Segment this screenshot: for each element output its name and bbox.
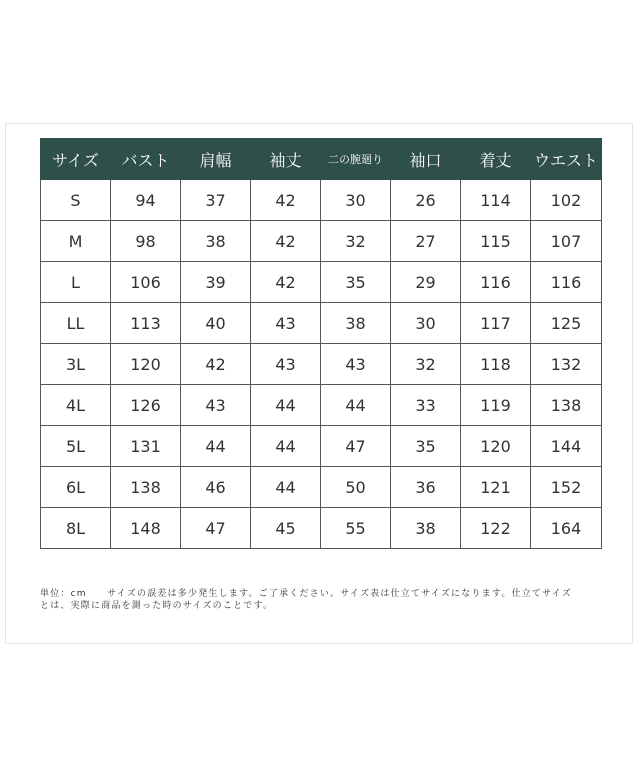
cell-waist: 144 bbox=[531, 426, 602, 467]
cell-shoulder-width: 37 bbox=[181, 180, 251, 221]
table-row bbox=[41, 262, 602, 303]
cell-upper-arm: 35 bbox=[321, 262, 391, 303]
cell-sleeve-length: 42 bbox=[251, 221, 321, 262]
cell-waist: 152 bbox=[531, 467, 602, 508]
table-row bbox=[41, 303, 602, 344]
header-size: サイズ bbox=[41, 138, 111, 180]
cell-size: S bbox=[41, 180, 111, 221]
cell-upper-arm: 30 bbox=[321, 180, 391, 221]
header-cuff: 袖口 bbox=[391, 138, 461, 180]
cell-size: 3L bbox=[41, 344, 111, 385]
cell-bust: 113 bbox=[111, 303, 181, 344]
header-length: 着丈 bbox=[461, 138, 531, 180]
cell-upper-arm: 50 bbox=[321, 467, 391, 508]
cell-shoulder-width: 44 bbox=[181, 426, 251, 467]
cell-upper-arm: 55 bbox=[321, 508, 391, 549]
cell-shoulder-width: 42 bbox=[181, 344, 251, 385]
cell-bust: 98 bbox=[111, 221, 181, 262]
cell-sleeve-length: 44 bbox=[251, 385, 321, 426]
cell-cuff: 33 bbox=[391, 385, 461, 426]
cell-size: L bbox=[41, 262, 111, 303]
table-row bbox=[41, 508, 602, 549]
cell-shoulder-width: 40 bbox=[181, 303, 251, 344]
header-row bbox=[41, 138, 602, 180]
cell-length: 118 bbox=[461, 344, 531, 385]
cell-waist: 107 bbox=[531, 221, 602, 262]
cell-shoulder-width: 38 bbox=[181, 221, 251, 262]
cell-shoulder-width: 43 bbox=[181, 385, 251, 426]
cell-cuff: 38 bbox=[391, 508, 461, 549]
table-row bbox=[41, 344, 602, 385]
size-note-line-1: 単位：cm サイズの誤差は多少発生します。ご了承ください。サイズ表は仕立てサイズになります。仕立てサイズ bbox=[40, 589, 572, 599]
header-upper-arm: 二の腕廻り bbox=[321, 138, 391, 180]
cell-sleeve-length: 44 bbox=[251, 426, 321, 467]
cell-waist: 102 bbox=[531, 180, 602, 221]
cell-bust: 148 bbox=[111, 508, 181, 549]
cell-size: 5L bbox=[41, 426, 111, 467]
cell-length: 122 bbox=[461, 508, 531, 549]
cell-sleeve-length: 42 bbox=[251, 262, 321, 303]
cell-bust: 94 bbox=[111, 180, 181, 221]
cell-upper-arm: 44 bbox=[321, 385, 391, 426]
cell-sleeve-length: 45 bbox=[251, 508, 321, 549]
table-row bbox=[41, 385, 602, 426]
size-chart-table bbox=[40, 138, 602, 549]
cell-length: 119 bbox=[461, 385, 531, 426]
table-row bbox=[41, 426, 602, 467]
cell-shoulder-width: 47 bbox=[181, 508, 251, 549]
cell-size: LL bbox=[41, 303, 111, 344]
size-note-line-2: とは、実際に商品を測った時のサイズのことです。 bbox=[40, 601, 274, 611]
header-shoulder-width: 肩幅 bbox=[181, 138, 251, 180]
cell-waist: 125 bbox=[531, 303, 602, 344]
cell-cuff: 32 bbox=[391, 344, 461, 385]
cell-length: 115 bbox=[461, 221, 531, 262]
cell-waist: 138 bbox=[531, 385, 602, 426]
cell-bust: 120 bbox=[111, 344, 181, 385]
cell-bust: 106 bbox=[111, 262, 181, 303]
cell-upper-arm: 47 bbox=[321, 426, 391, 467]
size-note bbox=[40, 588, 602, 612]
cell-length: 114 bbox=[461, 180, 531, 221]
table-row bbox=[41, 467, 602, 508]
cell-waist: 116 bbox=[531, 262, 602, 303]
cell-sleeve-length: 43 bbox=[251, 303, 321, 344]
cell-upper-arm: 32 bbox=[321, 221, 391, 262]
cell-waist: 132 bbox=[531, 344, 602, 385]
cell-size: M bbox=[41, 221, 111, 262]
header-waist: ウエスト bbox=[531, 138, 602, 180]
cell-cuff: 36 bbox=[391, 467, 461, 508]
cell-cuff: 27 bbox=[391, 221, 461, 262]
cell-size: 6L bbox=[41, 467, 111, 508]
cell-cuff: 29 bbox=[391, 262, 461, 303]
cell-upper-arm: 43 bbox=[321, 344, 391, 385]
cell-upper-arm: 38 bbox=[321, 303, 391, 344]
cell-waist: 164 bbox=[531, 508, 602, 549]
cell-bust: 138 bbox=[111, 467, 181, 508]
cell-shoulder-width: 39 bbox=[181, 262, 251, 303]
cell-size: 4L bbox=[41, 385, 111, 426]
cell-length: 121 bbox=[461, 467, 531, 508]
cell-cuff: 30 bbox=[391, 303, 461, 344]
cell-size: 8L bbox=[41, 508, 111, 549]
header-bust: バスト bbox=[111, 138, 181, 180]
cell-bust: 131 bbox=[111, 426, 181, 467]
cell-length: 116 bbox=[461, 262, 531, 303]
cell-shoulder-width: 46 bbox=[181, 467, 251, 508]
cell-cuff: 26 bbox=[391, 180, 461, 221]
header-sleeve-length: 袖丈 bbox=[251, 138, 321, 180]
cell-length: 117 bbox=[461, 303, 531, 344]
cell-sleeve-length: 43 bbox=[251, 344, 321, 385]
table-row bbox=[41, 221, 602, 262]
table-row bbox=[41, 180, 602, 221]
cell-cuff: 35 bbox=[391, 426, 461, 467]
cell-sleeve-length: 42 bbox=[251, 180, 321, 221]
cell-length: 120 bbox=[461, 426, 531, 467]
cell-bust: 126 bbox=[111, 385, 181, 426]
cell-sleeve-length: 44 bbox=[251, 467, 321, 508]
